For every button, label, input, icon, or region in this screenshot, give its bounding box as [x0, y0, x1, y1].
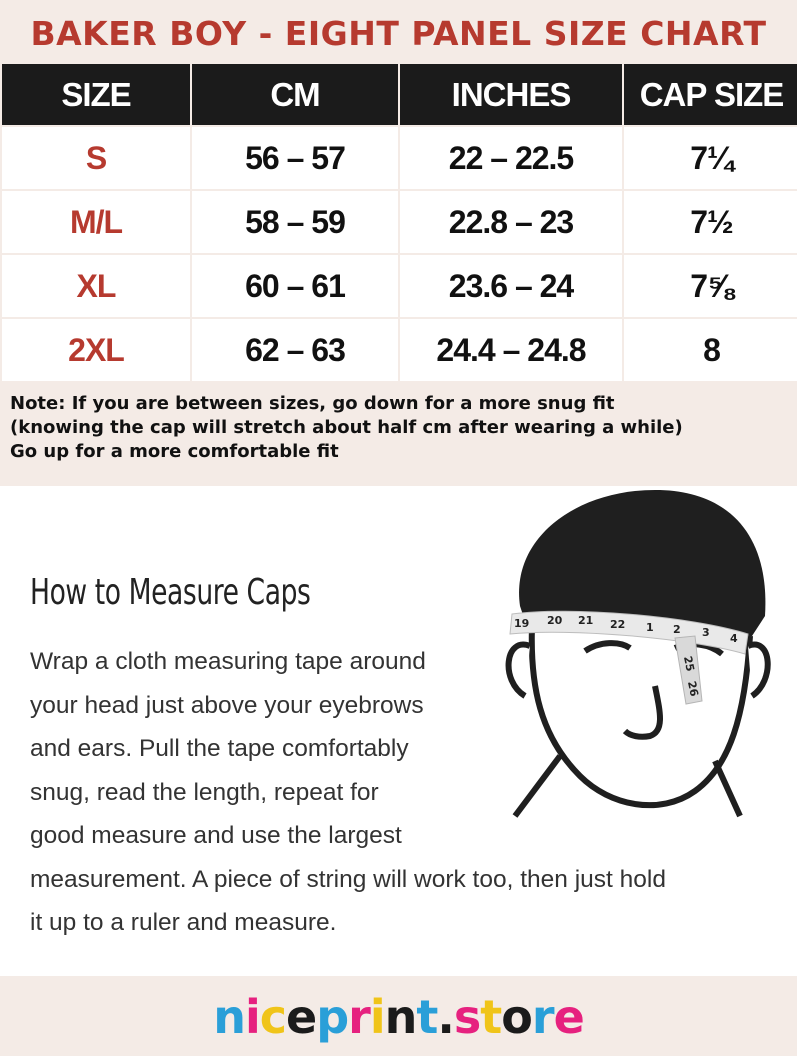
logo-letter: p — [316, 990, 349, 1044]
row-2xl-size: 2XL — [2, 319, 190, 381]
tape-number: 22 — [610, 618, 626, 631]
row-s-inches: 22 – 22.5 — [400, 127, 622, 189]
row-ml-cap-size: 7½ — [624, 191, 797, 253]
head-measuring-illustration — [490, 486, 797, 826]
page-title: BAKER BOY - EIGHT PANEL SIZE CHART — [30, 14, 767, 53]
tape-number: 3 — [702, 626, 710, 639]
logo-letter: n — [213, 990, 245, 1044]
row-ml-cm: 58 – 59 — [192, 191, 398, 253]
note-line: Note: If you are between sizes, go down for a more snug fit — [10, 393, 615, 414]
row-xl-size: XL — [2, 255, 190, 317]
instruction-line: good measure and use the largest — [30, 822, 402, 849]
row-xl-cap-size: 7⅝ — [624, 255, 797, 317]
logo-letter: c — [259, 990, 287, 1044]
instruction-line: it up to a ruler and measure. — [30, 909, 337, 936]
logo-letter: o — [501, 990, 532, 1044]
instruction-line: Wrap a cloth measuring tape around — [30, 648, 426, 675]
row-s-cap-size: 7¼ — [624, 127, 797, 189]
note-line: (knowing the cap will stretch about half cm after wearing a while) — [10, 417, 683, 438]
tape-number: 20 — [547, 614, 563, 627]
logo-letter: r — [531, 990, 554, 1044]
instruction-line: and ears. Pull the tape comfortably — [30, 735, 409, 762]
logo-letter: n — [384, 990, 417, 1044]
logo-letter: s — [453, 990, 481, 1044]
tape-number: 25 — [680, 654, 697, 673]
tape-number: 4 — [730, 632, 738, 645]
logo-letter: t — [416, 990, 438, 1044]
logo-letter: . — [437, 990, 454, 1044]
row-s-size: S — [2, 127, 190, 189]
size-table — [0, 64, 797, 381]
row-ml-size: M/L — [2, 191, 190, 253]
note-line: Go up for a more comfortable fit — [10, 441, 339, 462]
instruction-line: snug, read the length, repeat for — [30, 778, 379, 806]
how-to-measure-panel — [0, 486, 797, 976]
instruction-line: your head just above your eyebrows — [30, 691, 424, 719]
store-logo — [0, 990, 797, 1045]
row-2xl-cm: 62 – 63 — [192, 319, 398, 381]
logo-letter: e — [553, 990, 584, 1044]
instruction-line: measurement. A piece of string will work too, then just hold — [30, 865, 666, 893]
row-xl-inches: 23.6 – 24 — [400, 255, 622, 317]
tape-number: 2 — [673, 623, 681, 636]
fit-note — [10, 392, 790, 464]
logo-letter: e — [286, 990, 317, 1044]
right-ear — [748, 645, 768, 696]
neck-right — [715, 761, 740, 816]
header-cap-size: CAP SIZE — [624, 64, 797, 125]
logo-letter: t — [480, 990, 502, 1044]
tape-number: 21 — [578, 614, 594, 627]
header-inches: INCHES — [400, 64, 622, 125]
tape-number: 1 — [646, 621, 654, 634]
logo-letter: i — [244, 990, 260, 1044]
logo-letter: i — [369, 990, 385, 1044]
left-ear — [509, 645, 530, 696]
measure-title: How to Measure Caps — [30, 572, 311, 613]
header-cm: CM — [192, 64, 398, 125]
neck-left — [515, 756, 560, 816]
tape-number: 26 — [684, 679, 701, 698]
tape-number: 19 — [514, 617, 530, 630]
row-2xl-cap-size: 8 — [624, 319, 797, 381]
row-2xl-inches: 24.4 – 24.8 — [400, 319, 622, 381]
header-size: SIZE — [2, 64, 190, 125]
row-ml-inches: 22.8 – 23 — [400, 191, 622, 253]
logo-letter: r — [348, 990, 370, 1044]
row-s-cm: 56 – 57 — [192, 127, 398, 189]
row-xl-cm: 60 – 61 — [192, 255, 398, 317]
